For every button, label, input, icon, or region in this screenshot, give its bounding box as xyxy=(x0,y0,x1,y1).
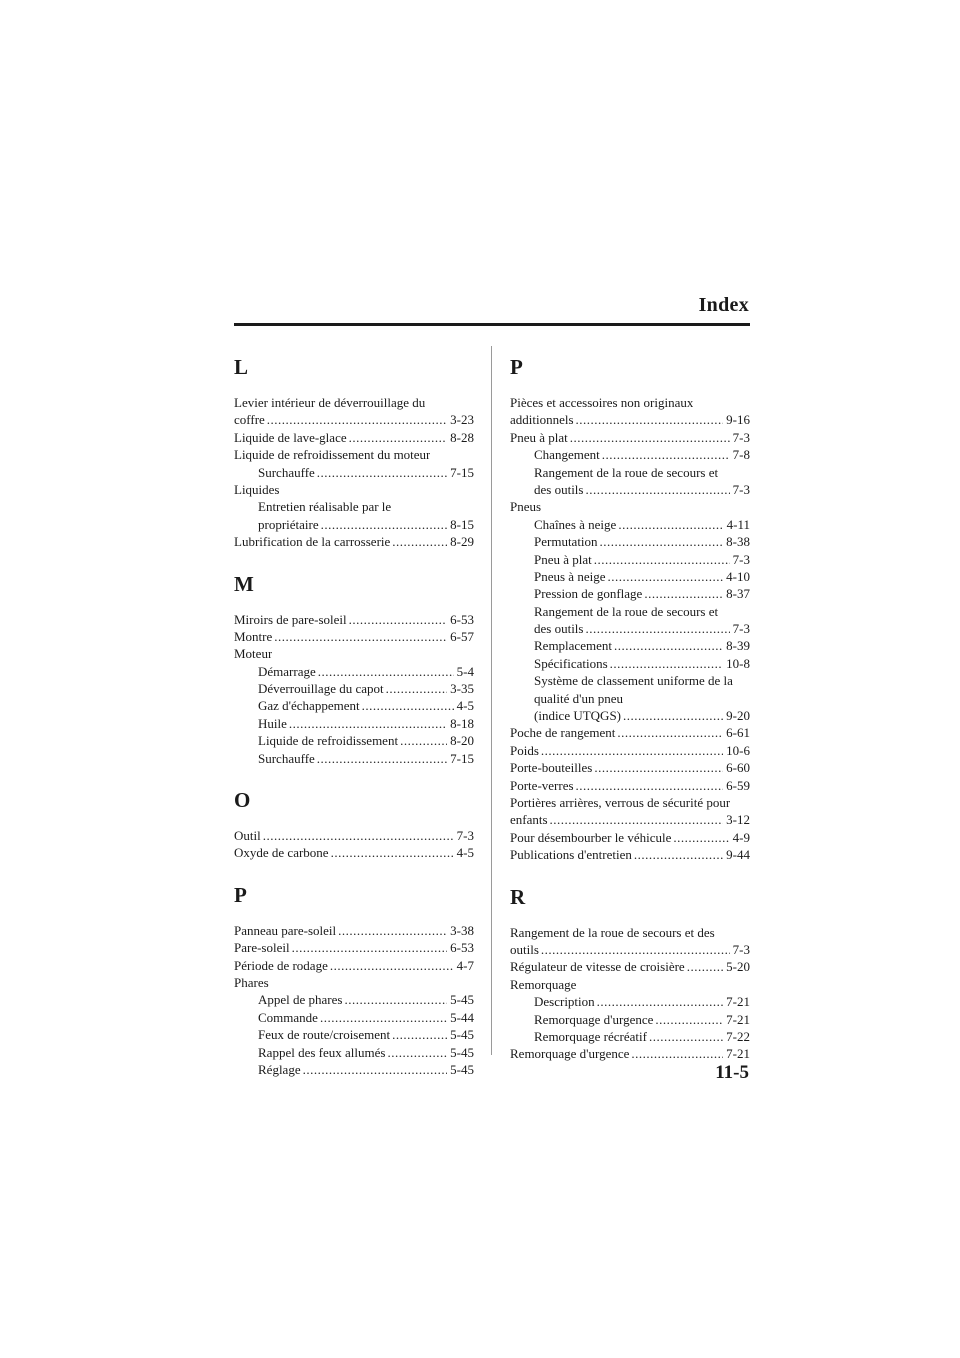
index-page-ref: 8-15 xyxy=(450,516,474,532)
index-entry-line xyxy=(510,411,750,428)
index-entry-line xyxy=(510,777,750,794)
index-subentry-line xyxy=(510,655,750,672)
dot-leader xyxy=(330,957,454,974)
index-subentry-line xyxy=(510,585,750,602)
dot-leader xyxy=(634,846,723,863)
index-page-ref: 8-18 xyxy=(450,715,474,731)
index-entry-line xyxy=(510,846,750,863)
index-term: Rappel des feux allumés xyxy=(258,1044,386,1060)
dot-leader xyxy=(400,732,447,749)
dot-leader xyxy=(594,759,723,776)
index-subentry-line xyxy=(234,663,474,680)
dot-leader xyxy=(576,411,724,428)
index-page-ref: 7-21 xyxy=(726,1011,750,1027)
index-entry-line xyxy=(234,411,474,428)
index-term: Pression de gonflage xyxy=(534,586,643,602)
index-page-ref: 4-9 xyxy=(732,829,750,845)
index-page-ref: 8-37 xyxy=(726,586,750,602)
index-subentry-line xyxy=(510,568,750,585)
index-page-ref: 7-22 xyxy=(726,1028,750,1044)
index-subentry-line xyxy=(510,707,750,724)
index-term: Gaz d'échappement xyxy=(258,698,360,714)
index-page-ref: 4-5 xyxy=(456,845,474,861)
index-subentry-line xyxy=(510,551,750,568)
index-term: Remorquage d'urgence xyxy=(510,1046,630,1062)
page-number: 11-5 xyxy=(715,1062,749,1083)
index-term: Démarrage xyxy=(258,663,316,679)
index-entry-line xyxy=(510,941,750,958)
index-column-right xyxy=(510,354,750,1063)
index-term: Pour désembourber le véhicule xyxy=(510,829,672,845)
dot-leader xyxy=(338,922,447,939)
index-page-ref: 8-29 xyxy=(450,534,474,550)
index-page-ref: 4-11 xyxy=(726,516,750,532)
dot-leader xyxy=(649,1028,723,1045)
index-page-ref: 7-8 xyxy=(732,447,750,463)
index-page-ref: 4-10 xyxy=(726,568,750,584)
index-entry-line xyxy=(510,924,750,941)
index-entry-line xyxy=(510,759,750,776)
index-subentry-line xyxy=(510,481,750,498)
index-term: qualité d'un pneu xyxy=(534,690,623,706)
index-entry-line xyxy=(234,645,474,662)
index-page-ref: 5-45 xyxy=(450,1044,474,1060)
index-term: Oxyde de carbone xyxy=(234,845,329,861)
index-entry-line xyxy=(510,794,750,811)
index-subentry-line xyxy=(234,991,474,1008)
index-term: Miroirs de pare-soleil xyxy=(234,611,347,627)
dot-leader xyxy=(655,1011,723,1028)
index-term: additionnels xyxy=(510,412,574,428)
index-term: Régulateur de vitesse de croisière xyxy=(510,959,685,975)
index-entry-line xyxy=(510,498,750,515)
index-term: Feux de route/croisement xyxy=(258,1027,391,1043)
index-term: Remplacement xyxy=(534,638,612,654)
section-gap xyxy=(234,767,474,787)
dot-leader xyxy=(289,715,447,732)
index-page-ref: 7-15 xyxy=(450,750,474,766)
index-subentry-line xyxy=(510,464,750,481)
index-subentry-line xyxy=(234,715,474,732)
dot-leader xyxy=(585,481,729,498)
index-page-ref: 9-20 xyxy=(726,708,750,724)
index-term: Moteur xyxy=(234,646,273,662)
index-entry-line xyxy=(510,958,750,975)
dot-leader xyxy=(292,939,448,956)
index-term: Surchauffe xyxy=(258,464,315,480)
index-column-left xyxy=(234,354,474,1078)
dot-leader xyxy=(614,637,723,654)
dot-leader xyxy=(321,516,448,533)
index-entry-line xyxy=(234,827,474,844)
index-page-ref: 7-15 xyxy=(450,464,474,480)
index-term: des outils xyxy=(534,481,584,497)
section-gap xyxy=(510,864,750,884)
index-page-ref: 6-61 xyxy=(726,725,750,741)
index-term: coffre xyxy=(234,412,265,428)
index-page-ref: 8-39 xyxy=(726,638,750,654)
index-term: Pneu à plat xyxy=(510,429,568,445)
dot-leader xyxy=(317,464,447,481)
index-page-ref: 6-60 xyxy=(726,760,750,776)
index-term: Permutation xyxy=(534,534,598,550)
index-page-ref: 5-45 xyxy=(450,1061,474,1077)
index-entry-line xyxy=(234,429,474,446)
section-letter: M xyxy=(234,571,254,596)
index-term: Système de classement uniforme de la xyxy=(534,673,733,689)
index-entry-line xyxy=(234,922,474,939)
index-term: Phares xyxy=(234,974,269,990)
index-page-ref: 5-45 xyxy=(450,992,474,1008)
index-entry-line xyxy=(234,628,474,645)
index-subentry-line xyxy=(510,516,750,533)
index-page-ref: 4-7 xyxy=(456,957,474,973)
index-subentry-line xyxy=(234,498,474,515)
index-term: Pare-soleil xyxy=(234,940,290,956)
index-subentry-line xyxy=(510,603,750,620)
index-entry-line xyxy=(234,611,474,628)
index-term: propriétaire xyxy=(258,516,319,532)
index-term: Remorquage xyxy=(510,976,577,992)
index-page-ref: 3-23 xyxy=(450,412,474,428)
index-subentry-line xyxy=(234,464,474,481)
dot-leader xyxy=(570,429,730,446)
index-term: Liquides xyxy=(234,481,280,497)
index-page-ref: 3-38 xyxy=(450,922,474,938)
dot-leader xyxy=(618,516,723,533)
index-term: Liquide de refroidissement du moteur xyxy=(234,447,431,463)
index-term: Chaînes à neige xyxy=(534,516,617,532)
index-subentry-line xyxy=(234,1009,474,1026)
page-title: Index xyxy=(698,294,749,316)
index-page-ref: 9-44 xyxy=(726,847,750,863)
index-page-ref: 8-38 xyxy=(726,534,750,550)
dot-leader xyxy=(274,628,447,645)
index-term: Rangement de la roue de secours et xyxy=(534,464,719,480)
index-term: Pneu à plat xyxy=(534,551,592,567)
index-subentry-line xyxy=(510,993,750,1010)
index-term: Porte-bouteilles xyxy=(510,760,593,776)
index-entry-line xyxy=(234,394,474,411)
index-term: Pneus xyxy=(510,499,542,515)
index-page-ref: 3-35 xyxy=(450,681,474,697)
section-letter: O xyxy=(234,788,251,813)
dot-leader xyxy=(617,724,723,741)
index-term: Lubrification de la carrosserie xyxy=(234,534,391,550)
dot-leader xyxy=(585,620,729,637)
dot-leader xyxy=(607,568,723,585)
index-term: Remorquage d'urgence xyxy=(534,1011,654,1027)
dot-leader xyxy=(320,1009,447,1026)
dot-leader xyxy=(576,777,724,794)
index-page-ref: 3-12 xyxy=(726,812,750,828)
index-term: Poids xyxy=(510,742,539,758)
index-term: Appel de phares xyxy=(258,992,343,1008)
dot-leader xyxy=(594,551,730,568)
index-subentry-line xyxy=(234,750,474,767)
index-term: Déverrouillage du capot xyxy=(258,681,384,697)
dot-leader xyxy=(600,533,724,550)
index-entry-line xyxy=(234,446,474,463)
index-term: Spécifications xyxy=(534,655,608,671)
index-term: Pièces et accessoires non originaux xyxy=(510,395,694,410)
index-page-ref: 7-3 xyxy=(732,941,750,957)
dot-leader xyxy=(318,663,454,680)
index-page-ref: 7-3 xyxy=(456,828,474,844)
dot-leader xyxy=(673,829,729,846)
index-subentry-line xyxy=(234,697,474,714)
section-letter: P xyxy=(510,355,523,379)
index-term: Liquide de lave-glace xyxy=(234,429,347,445)
index-term: Outil xyxy=(234,828,261,844)
column-divider xyxy=(491,346,492,1055)
index-entry-line xyxy=(510,811,750,828)
index-page-ref: 8-20 xyxy=(450,733,474,749)
index-subentry-line xyxy=(510,637,750,654)
index-entry-line xyxy=(234,957,474,974)
index-subentry-line xyxy=(510,1028,750,1045)
index-page-ref: 6-53 xyxy=(450,940,474,956)
dot-leader xyxy=(541,941,730,958)
index-page-ref: 6-53 xyxy=(450,611,474,627)
section-letter: P xyxy=(234,882,247,907)
index-entry-line xyxy=(510,829,750,846)
index-page-ref: 10-8 xyxy=(726,655,750,671)
dot-leader xyxy=(602,446,730,463)
index-term: Publications d'entretien xyxy=(510,847,632,863)
index-subentry-line xyxy=(234,732,474,749)
index-term: Remorquage récréatif xyxy=(534,1028,647,1044)
index-page-ref: 6-57 xyxy=(450,628,474,644)
index-term: Surchauffe xyxy=(258,750,315,766)
index-subentry-line xyxy=(234,1026,474,1043)
index-page-ref: 8-28 xyxy=(450,429,474,445)
index-term: Pneus à neige xyxy=(534,568,606,584)
index-term: Huile xyxy=(258,715,287,731)
index-term: Montre xyxy=(234,628,273,644)
index-subentry-line xyxy=(510,672,750,689)
index-subentry-line xyxy=(510,690,750,707)
index-term: Commande xyxy=(258,1009,318,1025)
index-page-ref: 5-20 xyxy=(726,959,750,975)
dot-leader xyxy=(550,811,724,828)
index-subentry-line xyxy=(234,680,474,697)
index-subentry-line xyxy=(510,446,750,463)
dot-leader xyxy=(386,680,448,697)
index-term: Levier intérieur de déverrouillage du xyxy=(234,395,426,410)
section-letter: L xyxy=(234,355,249,379)
dot-leader xyxy=(623,707,723,724)
index-entry-line xyxy=(510,394,750,411)
dot-leader xyxy=(331,844,454,861)
index-entry-line xyxy=(510,1045,750,1062)
index-entry-line xyxy=(234,481,474,498)
index-page-ref: 7-21 xyxy=(726,1046,750,1062)
dot-leader xyxy=(344,991,447,1008)
dot-leader xyxy=(541,742,723,759)
section-letter: R xyxy=(510,884,526,909)
index-term: outils xyxy=(510,941,539,957)
index-page-ref: 5-4 xyxy=(456,663,474,679)
header-rule xyxy=(234,323,750,326)
index-subentry-line xyxy=(510,620,750,637)
index-term: (indice UTQGS) xyxy=(534,708,622,724)
index-entry-line xyxy=(234,844,474,861)
index-page-ref: 7-3 xyxy=(732,551,750,567)
index-page-ref: 4-5 xyxy=(456,698,474,714)
index-term: Rangement de la roue de secours et xyxy=(534,603,719,619)
index-term: Porte-verres xyxy=(510,777,574,793)
index-term: Description xyxy=(534,994,595,1010)
dot-leader xyxy=(349,611,448,628)
index-page-ref: 5-44 xyxy=(450,1009,474,1025)
dot-leader xyxy=(392,1026,447,1043)
index-term: Changement xyxy=(534,447,600,463)
index-term: Portières arrières, verrous de sécurité pour xyxy=(510,794,731,810)
dot-leader xyxy=(349,429,448,446)
index-entry-line xyxy=(510,742,750,759)
index-term: Réglage xyxy=(258,1061,301,1077)
index-subentry-line xyxy=(510,1011,750,1028)
index-page-ref: 5-45 xyxy=(450,1027,474,1043)
dot-leader xyxy=(317,750,447,767)
index-term: Panneau pare-soleil xyxy=(234,922,337,938)
dot-leader xyxy=(644,585,723,602)
index-subentry-line xyxy=(234,516,474,533)
index-entry-line xyxy=(510,724,750,741)
index-subentry-line xyxy=(510,533,750,550)
index-term: enfants xyxy=(510,812,548,828)
index-entry-line xyxy=(510,976,750,993)
dot-leader xyxy=(267,411,447,428)
index-term: des outils xyxy=(534,621,584,637)
section-gap xyxy=(234,862,474,882)
index-page-ref: 7-21 xyxy=(726,994,750,1010)
dot-leader xyxy=(387,1044,447,1061)
index-entry-line xyxy=(234,533,474,550)
index-page-ref: 7-3 xyxy=(732,429,750,445)
dot-leader xyxy=(303,1061,448,1078)
index-term: Entretien réalisable par le xyxy=(258,499,392,515)
index-subentry-line xyxy=(234,1044,474,1061)
index-term: Poche de rangement xyxy=(510,725,616,741)
dot-leader xyxy=(687,958,723,975)
index-term: Liquide de refroidissement xyxy=(258,733,399,749)
index-entry-line xyxy=(234,974,474,991)
dot-leader xyxy=(392,533,447,550)
section-gap xyxy=(234,551,474,571)
index-page-ref: 10-6 xyxy=(726,742,750,758)
index-page-ref: 6-59 xyxy=(726,777,750,793)
index-page-ref: 9-16 xyxy=(726,412,750,428)
dot-leader xyxy=(263,827,454,844)
index-term: Période de rodage xyxy=(234,957,328,973)
index-entry-line xyxy=(510,429,750,446)
index-subentry-line xyxy=(234,1061,474,1078)
index-term: Rangement de la roue de secours et des xyxy=(510,924,715,940)
index-page-ref: 7-3 xyxy=(732,621,750,637)
dot-leader xyxy=(362,697,454,714)
index-entry-line xyxy=(234,939,474,956)
index-page-ref: 7-3 xyxy=(732,481,750,497)
dot-leader xyxy=(610,655,724,672)
dot-leader xyxy=(631,1045,723,1062)
dot-leader xyxy=(597,993,724,1010)
